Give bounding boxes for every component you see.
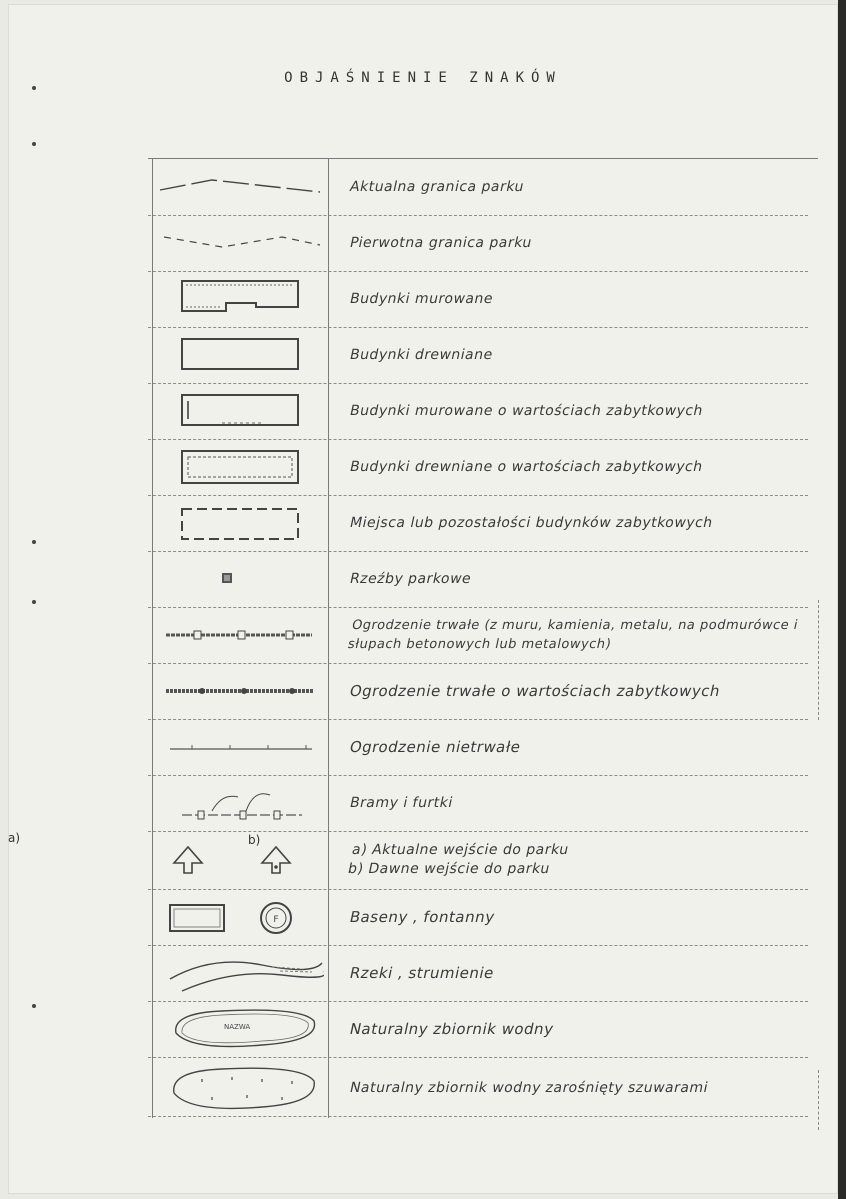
pool-fountain-icon [152, 889, 324, 945]
legend-label: Budynki murowane [348, 291, 495, 307]
legend-row [148, 775, 808, 831]
historic-remains-icon [152, 495, 324, 551]
legend-label: Aktualna granica parku [348, 178, 526, 195]
legend-label: Miejsca lub pozostałości budynków zabytkowych [348, 515, 715, 531]
legend-row [148, 607, 808, 663]
legend-label: Budynki drewniane [348, 347, 495, 363]
legend-row [8, 831, 808, 889]
legend-label: Naturalny zbiornik wodny zarośnięty szuwarami [348, 1079, 710, 1096]
overgrown-pond-icon [152, 1057, 324, 1118]
legend-row [148, 439, 808, 495]
pond-name-text: NAZWA [224, 1023, 251, 1031]
legend-row [148, 663, 808, 719]
legend-row [148, 1001, 808, 1057]
legend-label: Ogrodzenie nietrwałe [348, 738, 523, 756]
legend-label: Ogrodzenie trwałe o wartościach zabytkowych [348, 682, 722, 700]
punch-hole [32, 86, 36, 90]
legend-label: Bramy i furtki [348, 795, 455, 811]
punch-hole [32, 600, 36, 604]
permanent-fence-icon [152, 607, 324, 663]
legend-row [148, 551, 808, 607]
punch-hole [32, 142, 36, 146]
legend-label: Budynki murowane o wartościach zabytkowych [348, 403, 705, 419]
legend-label-a: a) Aktualne wejście do parku [350, 842, 571, 858]
legend-label: Ogrodzenie trwałe (z muru, kamienia, metalu, na podmurówce i słupach betonowych lub metalowych) [346, 618, 800, 652]
legend-row [148, 327, 808, 383]
svg-text:F: F [273, 915, 279, 925]
legend-label: Budynki drewniane o wartościach zabytkowych [348, 459, 705, 475]
masonry-building-icon [152, 271, 324, 327]
margin-mark [818, 1070, 819, 1130]
legend-label: Baseny , fontanny [348, 908, 497, 926]
river-icon [152, 945, 324, 1001]
legend-row [148, 1057, 808, 1118]
actual-boundary-icon [152, 158, 324, 215]
gates-icon [152, 775, 324, 831]
marker-b: b) [248, 833, 261, 847]
historic-wooden-building-icon [152, 439, 324, 495]
legend-row [148, 889, 808, 945]
legend-table [8, 158, 808, 1118]
margin-mark [818, 600, 819, 720]
legend-label-b: b) Dawne wejście do parku [346, 861, 552, 877]
table-bottom-border [148, 1116, 808, 1117]
wooden-building-icon [152, 327, 324, 383]
punch-hole [32, 540, 36, 544]
sculpture-icon [152, 551, 324, 607]
historic-fence-icon [152, 663, 324, 719]
pond-icon [152, 1001, 324, 1057]
legend-row [148, 215, 808, 271]
legend-label: Rzeźby parkowe [348, 571, 473, 587]
historic-masonry-building-icon [152, 383, 324, 439]
legend-row [148, 945, 808, 1001]
legend-row [148, 719, 808, 775]
scan-edge [838, 0, 846, 1199]
legend-row [148, 271, 808, 327]
legend-label-pair [346, 841, 571, 879]
temporary-fence-icon [152, 719, 324, 775]
entrance-arrows-icon [152, 831, 324, 889]
page-title: OBJAŚNIENIE ZNAKÓW [284, 70, 562, 86]
legend-label: Pierwotna granica parku [348, 235, 534, 251]
legend-row [148, 383, 808, 439]
legend-row [148, 158, 808, 215]
legend-label: Naturalny zbiornik wodny [348, 1020, 556, 1038]
legend-label: Rzeki , strumienie [348, 964, 496, 982]
original-boundary-icon [152, 215, 324, 271]
marker-a: a) [8, 831, 21, 845]
punch-hole [32, 1004, 36, 1008]
legend-row [148, 495, 808, 551]
